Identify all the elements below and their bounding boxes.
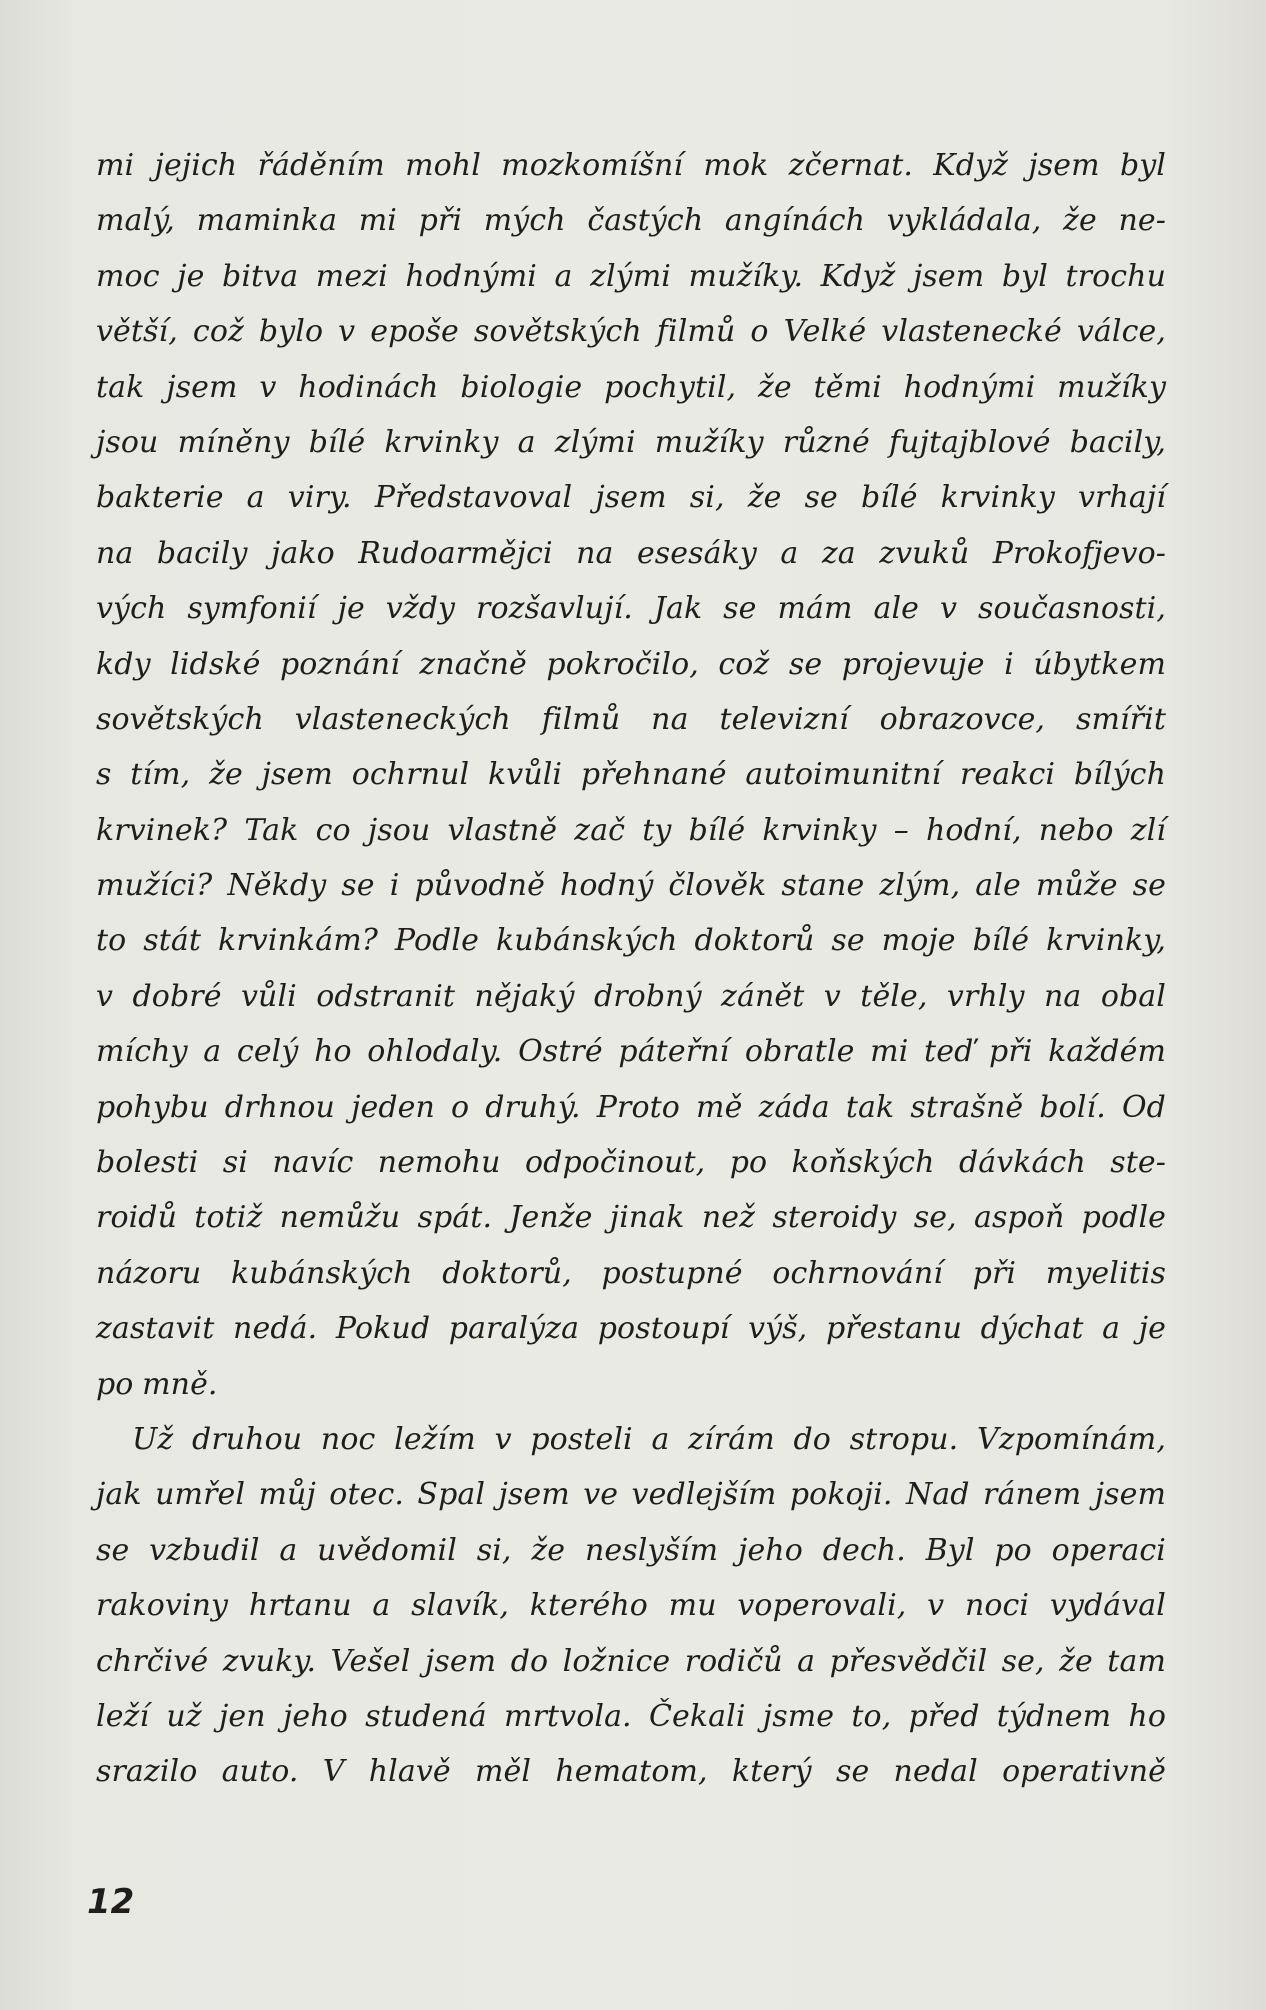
- text-line: se vzbudil a uvědomil si, že neslyším jeho dech. Byl po operaci: [96, 1532, 1166, 1568]
- text-line: jak umřel můj otec. Spal jsem ve vedlejším pokoji. Nad ránem jsem: [96, 1477, 1166, 1513]
- text-line: větší, což bylo v epoše sovětských filmů o Velké vlastenecké válce,: [96, 314, 1166, 350]
- text-line: leží už jen jeho studená mrtvola. Čekali jsme to, před týdnem ho: [96, 1698, 1166, 1734]
- text-line: krvinek? Tak co jsou vlastně zač ty bílé krvinky – hodní, nebo zlí: [96, 812, 1166, 848]
- text-line: to stát krvinkám? Podle kubánských doktorů se moje bílé krvinky,: [96, 923, 1166, 959]
- text-line: srazilo auto. V hlavě měl hematom, který se nedal operativně: [96, 1754, 1166, 1790]
- text-line: Už druhou noc ležím v posteli a zírám do stropu. Vzpomínám,: [132, 1421, 1166, 1457]
- text-line: mužíci? Někdy se i původně hodný člověk stane zlým, ale může se: [96, 868, 1166, 904]
- text-line: názoru kubánských doktorů, postupné ochrnování při myelitis: [96, 1255, 1166, 1291]
- text-line: mi jejich řáděním mohl mozkomíšní mok zčernat. Když jsem byl: [96, 148, 1166, 183]
- text-line: rakoviny hrtanu a slavík, kterého mu voperovali, v noci vydával: [96, 1588, 1166, 1624]
- text-line: tak jsem v hodinách biologie pochytil, že těmi hodnými mužíky: [96, 369, 1166, 405]
- text-line: jsou míněny bílé krvinky a zlými mužíky různé fujtajblové bacily,: [96, 424, 1166, 460]
- text-line: v dobré vůli odstranit nějaký drobný zánět v těle, vrhly na obal: [96, 978, 1166, 1014]
- text-line: bakterie a viry. Představoval jsem si, že se bílé krvinky vrhají: [96, 480, 1166, 516]
- text-line: míchy a celý ho ohlodaly. Ostré páteřní obratle mi teď při každém: [96, 1034, 1166, 1070]
- text-line: na bacily jako Rudoarmějci na esesáky a za zvuků Prokofjevo-: [96, 535, 1166, 571]
- text-line: vých symfonií je vždy rozšavlují. Jak se mám ale v současnosti,: [96, 591, 1166, 627]
- body-text: [96, 138, 1166, 1800]
- page-number: 12: [87, 1882, 135, 1922]
- text-line: sovětských vlasteneckých filmů na televizní obrazovce, smířit: [96, 701, 1166, 737]
- text-line: po mně.: [96, 1366, 218, 1402]
- text-line: chrčivé zvuky. Vešel jsem do ložnice rodičů a přesvědčil se, že tam: [96, 1643, 1166, 1679]
- text-line: pohybu drhnou jeden o druhý. Proto mě záda tak strašně bolí. Od: [96, 1089, 1166, 1125]
- text-line: zastavit nedá. Pokud paralýza postoupí výš, přestanu dýchat a je: [96, 1311, 1166, 1347]
- text-line: kdy lidské poznání značně pokročilo, což se projevuje i úbytkem: [96, 646, 1166, 682]
- text-line: malý, maminka mi při mých častých angínách vykládala, že ne-: [96, 203, 1166, 239]
- text-line: bolesti si navíc nemohu odpočinout, po koňských dávkách ste-: [96, 1145, 1166, 1181]
- text-line: moc je bitva mezi hodnými a zlými mužíky. Když jsem byl trochu: [96, 258, 1166, 294]
- text-line: roidů totiž nemůžu spát. Jenže jinak než steroidy se, aspoň podle: [96, 1200, 1166, 1236]
- text-line: s tím, že jsem ochrnul kvůli přehnané autoimunitní reakci bílých: [96, 757, 1166, 793]
